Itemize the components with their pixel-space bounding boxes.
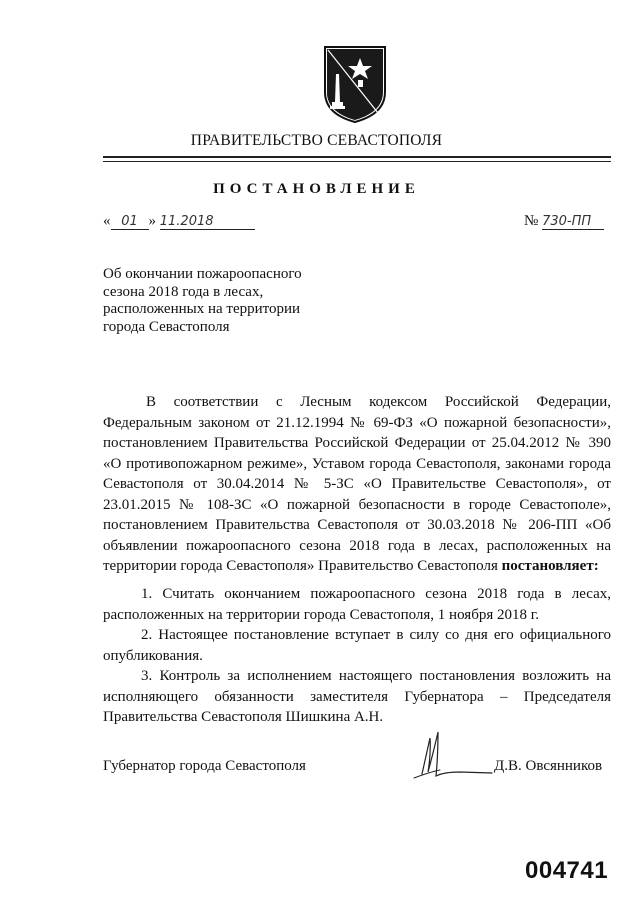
resolution-item: 2. Настоящее постановление вступает в силу со дня его официального опубликования. (103, 627, 611, 664)
resolves-keyword: постановляет: (501, 558, 599, 574)
header-rule-thin (103, 161, 611, 162)
handwritten-signature-icon (400, 726, 530, 786)
date-open-quote: « (103, 213, 111, 229)
sevastopol-coat-of-arms-icon (322, 44, 388, 124)
header-rule-thick (103, 156, 611, 158)
date-close-quote: » (148, 213, 156, 229)
resolution-item: 1. Считать окончанием пожароопасного сезона 2018 года в лесах, расположенных на территории города Севастополя, 1 ноября 2018 г. (103, 586, 611, 623)
serial-number: 004741 (525, 857, 609, 884)
resolution-items (103, 584, 611, 728)
preamble (103, 392, 611, 577)
signer-title: Губернатор города Севастополя (103, 758, 306, 774)
preamble-text: В соответствии с Лесным кодексом Российской Федерации, Федеральным законом от 21.12.1994 № 69-ФЗ «О пожарной безопасности», постановлением Правительства Российской Федерации от 25.04.2012 № 390 «О противопожарном режиме», Уставом города Севастополя, законами города Севастополя от 30.04.2014 № 5-ЗС «О Правительстве Севастополя», от 23.01.2015 № 108-ЗС «О пожарной безопасности в городе Севастополе», постановлением Правительства Севастополя от 30.03.2018 № 206-ПП «Об объявлении пожароопасного сезона 2018 года в лесах, расположенных на территории города Севастополя» Правительство Севастополя (103, 394, 611, 574)
document-subject: Об окончании пожароопасного сезона 2018 года в лесах, расположенных на территории города Севастополя (103, 266, 302, 335)
number-value: 730-ПП (542, 214, 604, 230)
document-date (103, 213, 255, 230)
number-prefix: № (524, 213, 539, 229)
date-day: 01 (111, 214, 149, 230)
resolution-item: 3. Контроль за исполнением настоящего постановления возложить на исполняющего обязанности заместителя Губернатора – Председателя Правительства Севастополя Шишкина А.Н. (103, 668, 611, 725)
document-type: ПОСТАНОВЛЕНИЕ (213, 181, 420, 197)
date-rest: 11.2018 (160, 214, 255, 230)
organization-name: ПРАВИТЕЛЬСТВО СЕВАСТОПОЛЯ (190, 132, 443, 149)
document-number (524, 213, 604, 230)
signer-name: Д.В. Овсянников (494, 758, 603, 774)
